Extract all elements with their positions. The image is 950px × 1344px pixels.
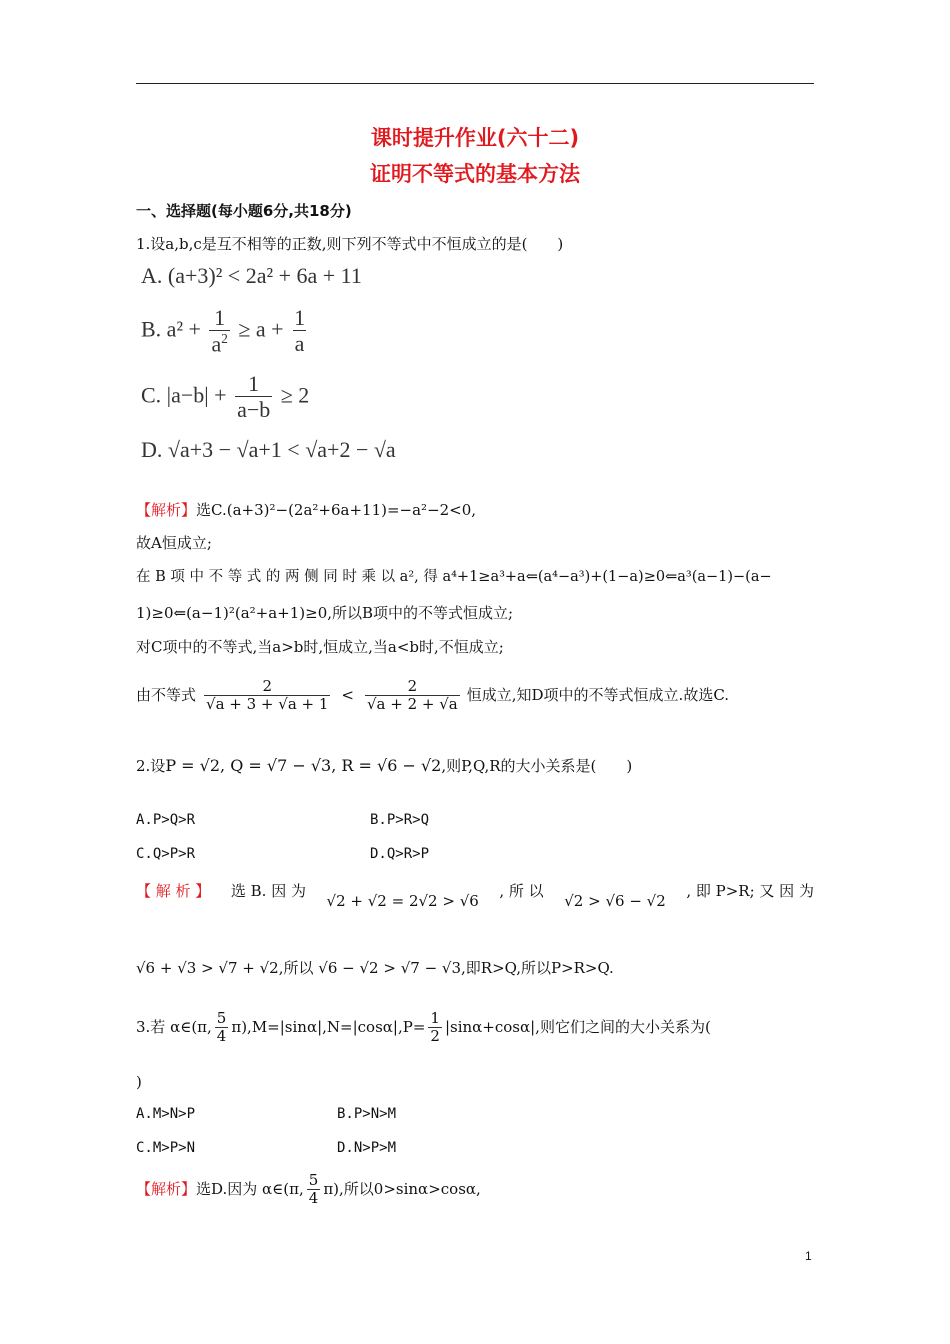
page-number: 1: [805, 1249, 812, 1263]
title-line-1: 课时提升作业(六十二): [370, 126, 580, 150]
q2-analysis-2: √6 + √3 > √7 + √2,所以 √6 − √2 > √7 − √3,即R>Q,所以P>R>Q.: [136, 959, 614, 977]
q1-analysis-1: 【解析】选C.(a+3)²−(2a²+6a+11)=−a²−2<0,: [136, 501, 477, 519]
header-rule: [136, 83, 814, 84]
q2-stem: 2.设P = √2, Q = √7 − √3, R = √6 − √2,则P,Q,R的大小关系是( ): [136, 756, 633, 775]
q2-option-d: D.Q>R>P: [370, 846, 430, 862]
q1-analysis-6: 由不等式 $\frac{2}{√a + 3 + √a + 1}$ < $\frac{2}{√a + 2 + √a}$ 恒成立,知D项中的不等式恒成立.故选C.: [136, 677, 730, 713]
q3-stem-line2: ): [136, 1073, 142, 1091]
q3-option-c: C.M>P>N: [136, 1140, 196, 1156]
q1-analysis-3: 在 B 项 中 不 等 式 的 两 侧 同 时 乘 以 a², 得 a⁴+1≥a³+a⇐(a⁴−a³)+(1−a)≥0⇐a³(a−1)−(a−: [136, 569, 772, 585]
q1-option-b: B. a² + $\frac{1}{a^2}$ ≥ a + $\frac{1}{a}$: [141, 305, 306, 357]
q1-option-a: A. (a+3)² < 2a² + 6a + 11: [141, 263, 362, 288]
q3-option-b: B.P>N>M: [337, 1106, 397, 1122]
section-heading: 一、选择题(每小题6分,共18分): [136, 202, 352, 220]
q3-analysis-1: 【解析】 选D.因为 α∈(π, $\frac{5}{4}$ π),所以0>sinα>cosα,: [136, 1171, 481, 1207]
q1-option-c: C. |a−b| + $\frac{1}{a-b}$ ≥ 2: [141, 371, 310, 423]
q2-option-b: B.P>R>Q: [370, 812, 430, 828]
title-line-2: 证明不等式的基本方法: [370, 162, 580, 186]
q1-analysis-2: 故A恒成立;: [136, 534, 212, 552]
q1-stem: 1.设a,b,c是互不相等的正数,则下列不等式中不恒成立的是( ): [136, 235, 564, 253]
q3-option-a: A.M>N>P: [136, 1106, 196, 1122]
q2-analysis-1: 【 解 析 】 选 B. 因 为 √2 + √2 = 2√2 > √6 , 所 以 √2 > √6 − √2 , 即 P>R; 又 因 为: [136, 882, 814, 910]
analysis-tag: 【解析】: [136, 501, 197, 519]
q1-analysis-4: 1)≥0⇐(a−1)²(a²+a+1)≥0,所以B项中的不等式恒成立;: [136, 604, 514, 622]
q2-option-a: A.P>Q>R: [136, 812, 196, 828]
q1-option-d: D. √a+3 − √a+1 < √a+2 − √a: [141, 437, 396, 462]
q2-option-c: C.Q>P>R: [136, 846, 196, 862]
q3-stem: 3.若 α∈(π, $\frac{5}{4}$ π),M=|sinα|,N=|cosα|,P= $\frac{1}{2}$ |sinα+cosα|,则它们之间的大小关系为(: [136, 1009, 711, 1045]
q1-analysis-5: 对C项中的不等式,当a>b时,恒成立,当a<b时,不恒成立;: [136, 638, 504, 656]
q3-option-d: D.N>P>M: [337, 1140, 397, 1156]
